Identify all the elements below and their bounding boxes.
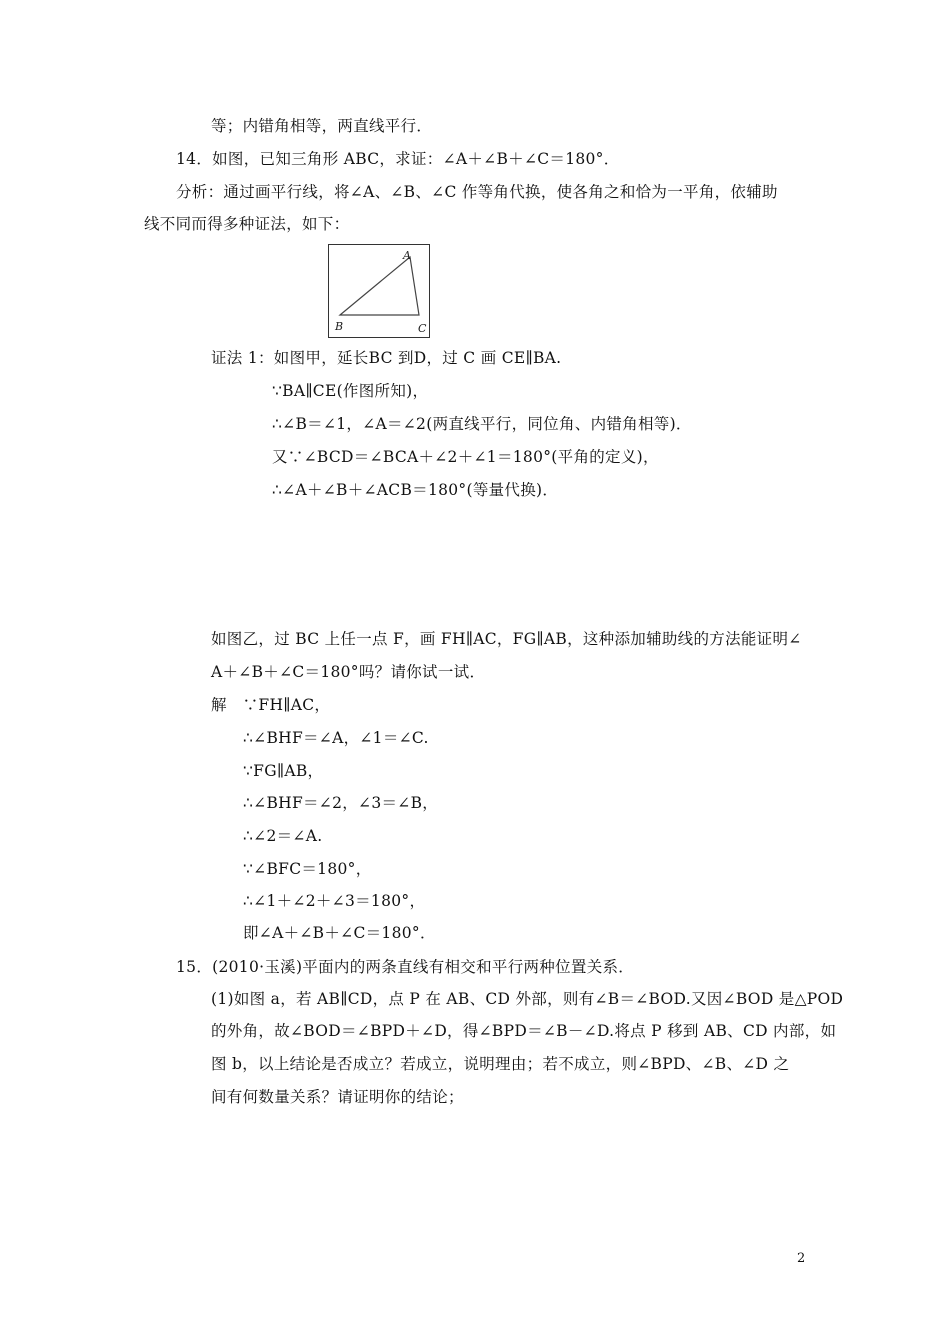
proof-1-step-1: ∵BA∥CE(作图所知)， [272, 382, 429, 400]
problem-15-statement: 15．(2010·玉溪)平面内的两条直线有相交和平行两种位置关系． [176, 958, 635, 976]
problem-15-part-1-line-3: 图 b，以上结论是否成立？若成立，说明理由；若不成立，则∠BPD、∠B、∠D 之 [211, 1055, 790, 1073]
proof-1-step-4: ∴∠A＋∠B＋∠ACB＝180°(等量代换)． [272, 481, 559, 499]
vertex-label-b: B [335, 320, 344, 333]
proof-1-step-2: ∴∠B＝∠1，∠A＝∠2(两直线平行，同位角、内错角相等)． [272, 415, 692, 433]
analysis-line-1: 分析：通过画平行线，将∠A、∠B、∠C 作等角代换，使各角之和恰为一平角，依辅助 [176, 183, 778, 201]
proof-2-question-line-1: 如图乙，过 BC 上任一点 F，画 FH∥AC，FG∥AB，这种添加辅助线的方法能证明∠ [211, 630, 802, 648]
solution-step-8: 即∠A＋∠B＋∠C＝180°． [243, 924, 436, 942]
triangle-abc-figure [328, 244, 430, 338]
triangle-abc [340, 257, 419, 315]
solution-step-2: ∴∠BHF＝∠A，∠1＝∠C. [243, 729, 429, 747]
solution-step-3: ∵FG∥AB， [243, 762, 324, 780]
problem-15-part-1-line-4: 间有何数量关系？请证明你的结论； [211, 1088, 464, 1106]
solution-step-6: ∵∠BFC＝180°， [243, 860, 372, 878]
triangle-abc-diagram [329, 245, 429, 337]
proof-1-step-3: 又∵∠BCD＝∠BCA＋∠2＋∠1＝180°(平角的定义)， [272, 448, 659, 466]
solution-step-1: 解 ∵FH∥AC， [211, 696, 331, 714]
vertex-label-c: C [418, 322, 427, 335]
proof-1-title: 证法 1：如图甲，延长BC 到D，过 C 画 CE∥BA. [211, 349, 562, 367]
text-line-1: 等；内错角相等，两直线平行． [211, 117, 433, 135]
analysis-line-2: 线不同而得多种证法，如下： [144, 215, 350, 233]
problem-15-part-1-line-2: 的外角，故∠BOD＝∠BPD＋∠D，得∠BPD＝∠B－∠D.将点 P 移到 AB、CD 内部，如 [211, 1022, 837, 1040]
page-number: 2 [797, 1251, 806, 1266]
vertex-label-a: A [403, 249, 411, 262]
solution-step-7: ∴∠1＋∠2＋∠3＝180°， [243, 892, 426, 910]
problem-15-part-1-line-1: (1)如图 a，若 AB∥CD，点 P 在 AB、CD 外部，则有∠B＝∠BOD.又因∠BOD 是△POD [211, 990, 844, 1008]
problem-14-statement: 14．如图，已知三角形 ABC，求证：∠A＋∠B＋∠C＝180°． [176, 150, 620, 168]
solution-step-4: ∴∠BHF＝∠2，∠3＝∠B， [243, 794, 439, 812]
proof-2-question-line-2: A＋∠B＋∠C＝180°吗？请你试一试． [211, 663, 486, 681]
solution-step-5: ∴∠2＝∠A. [243, 827, 323, 845]
